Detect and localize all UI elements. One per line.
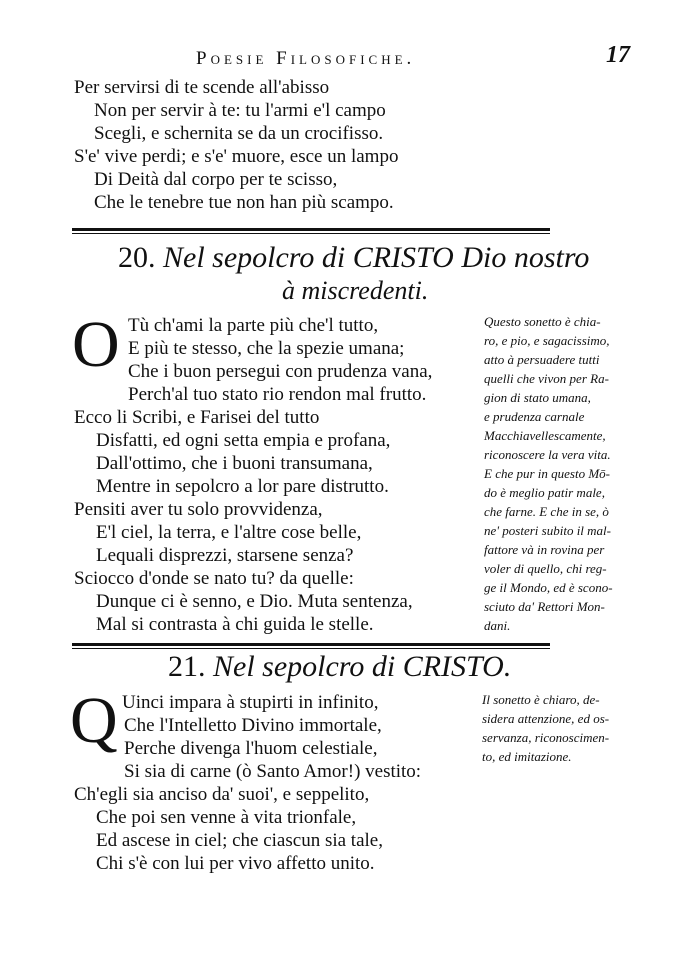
- verse-line: Che l'Intelletto Divino immortale,: [124, 715, 382, 736]
- verse-line: Uinci impara à stupirti in infinito,: [122, 692, 379, 713]
- note-line: e prudenza carnale: [484, 409, 585, 424]
- note-line: Il sonetto è chiaro, de-: [482, 692, 600, 707]
- verse-line: S'e' vive perdi; e s'e' muore, esce un lampo: [74, 146, 399, 167]
- note-line: sidera attenzione, ed os-: [482, 711, 610, 726]
- note-line: quelli che vivon per Ra-: [484, 371, 609, 386]
- verse-line: E più te stesso, che la spezie umana;: [128, 338, 405, 359]
- verse-line: Che le tenebre tue non han più scampo.: [94, 192, 394, 213]
- drop-cap: Q: [70, 684, 118, 757]
- sonnet-21-marginal-note: [482, 690, 609, 766]
- verse-line: Si sia di carne (ò Santo Amor!) vestito:: [124, 761, 422, 782]
- section-rule: [72, 643, 550, 646]
- running-title: Poesie Filosofiche.: [196, 48, 416, 69]
- verse-line: Tù ch'ami la parte più che'l tutto,: [128, 315, 379, 336]
- sonnet-21-title: Nel sepolcro di CRISTO.: [213, 650, 512, 683]
- note-line: servanza, riconoscimen-: [482, 730, 610, 745]
- verse-line: Per servirsi di te scende all'abisso: [74, 77, 330, 98]
- verse-line: Ed ascese in ciel; che ciascun sia tale,: [96, 830, 383, 851]
- note-line: fattore và in rovina per: [484, 542, 605, 557]
- verse-line: Di Deità dal corpo per te scisso,: [94, 169, 338, 190]
- note-line: atto à persuadere tutti: [484, 352, 600, 367]
- section-rule: [72, 228, 550, 231]
- note-line: riconoscere la vera vita.: [484, 447, 611, 462]
- drop-cap: O: [72, 308, 120, 381]
- verse-line: Disfatti, ed ogni setta empia e profana,: [96, 430, 391, 451]
- note-line: ne' posteri subito il mal-: [484, 523, 611, 538]
- verse-line: Sciocco d'onde se nato tu? da quelle:: [74, 568, 354, 589]
- verse-line: Perche divenga l'huom celestiale,: [124, 738, 378, 759]
- verse-line: Dall'ottimo, che i buoni transumana,: [96, 453, 373, 474]
- verse-line: Chi s'è con lui per vivo affetto unito.: [96, 853, 375, 874]
- note-line: E che pur in questo Mō-: [484, 466, 611, 481]
- note-line: Questo sonetto è chia-: [484, 314, 601, 329]
- sonnet-20-heading: [118, 243, 589, 273]
- note-line: ro, e pio, e sagacissimo,: [484, 333, 610, 348]
- verse-line: Pensiti aver tu solo provvidenza,: [74, 499, 323, 520]
- sonnet-21-heading: [168, 652, 511, 682]
- verse-line: Che i buon persegui con prudenza vana,: [128, 361, 433, 382]
- verse-line: Lequali disprezzi, starsene senza?: [96, 545, 354, 566]
- verse-line: Dunque ci è senno, e Dio. Muta sentenza,: [96, 591, 413, 612]
- sonnet-21-number: 21.: [168, 650, 206, 683]
- sonnet-20-number: 20.: [118, 241, 156, 274]
- sonnet-20-subtitle: à miscredenti.: [282, 276, 429, 305]
- section-rule-thin: [72, 233, 550, 234]
- note-line: to, ed imitazione.: [482, 749, 572, 764]
- page-number: 17: [606, 42, 630, 68]
- verse-line: Ecco li Scribi, e Farisei del tutto: [74, 407, 320, 428]
- section-rule-thin: [72, 648, 550, 649]
- verse-line: Ch'egli sia anciso da' suoi', e seppelito,: [74, 784, 370, 805]
- verse-line: Scegli, e schernita se da un crocifisso.: [94, 123, 384, 144]
- note-line: voler di quello, chi reg-: [484, 561, 607, 576]
- verse-line: Non per servir à te: tu l'armi e'l campo: [94, 100, 386, 121]
- verse-line: Mentre in sepolcro a lor pare distrutto.: [96, 476, 389, 497]
- verse-line: Che poi sen venne à vita trionfale,: [96, 807, 357, 828]
- note-line: ge il Mondo, ed è scono-: [484, 580, 613, 595]
- verse-line: Perch'al tuo stato rio rendon mal frutto.: [128, 384, 427, 405]
- note-line: gion di stato umana,: [484, 390, 591, 405]
- verse-line: Mal si contrasta à chi guida le stelle.: [96, 614, 374, 635]
- sonnet-20-title: Nel sepolcro di CRISTO Dio nostro: [163, 241, 590, 274]
- note-line: che farne. E che in se, ò: [484, 504, 609, 519]
- note-line: Macchiavellescamente,: [484, 428, 606, 443]
- note-line: sciuto da' Rettori Mon-: [484, 599, 605, 614]
- sonnet-20-marginal-note: [484, 312, 613, 635]
- note-line: do è meglio patir male,: [484, 485, 605, 500]
- note-line: dani.: [484, 618, 511, 633]
- verse-line: E'l ciel, la terra, e l'altre cose belle,: [96, 522, 362, 543]
